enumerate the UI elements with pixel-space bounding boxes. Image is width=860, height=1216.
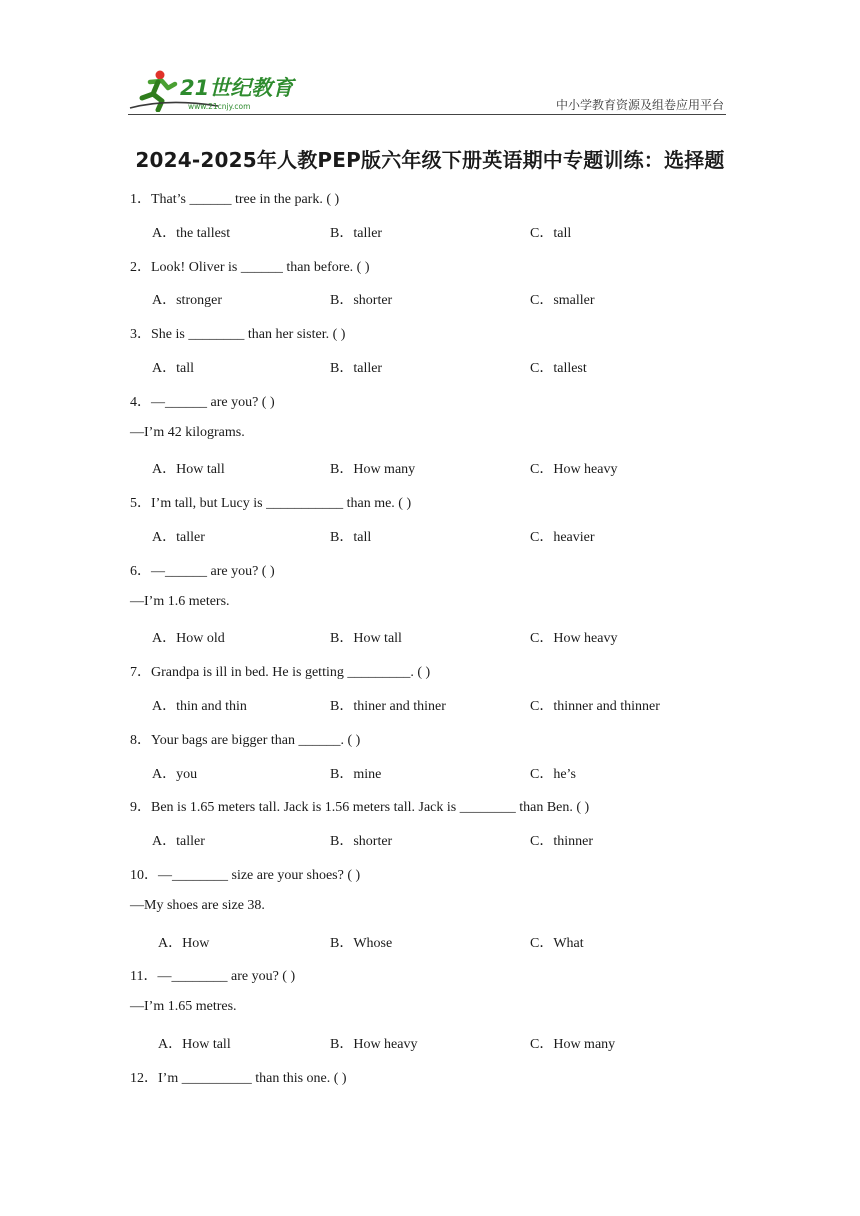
question-stem: 7．Grandpa is ill in bed. He is getting _________. ( ) [130,665,431,681]
option-b: B．How tall [330,631,402,647]
dialogue-reply: —I’m 1.6 meters. [130,593,230,609]
option-b: B．shorter [330,834,393,850]
question-stem: 2．Look! Oliver is ______ than before. ( ) [130,259,370,275]
option-c: C．thinner and thinner [530,699,660,714]
option-a: A．tall [152,361,194,376]
option-a: A．you [152,766,198,782]
option-c: C．What [530,935,584,951]
option-a: A．How tall [158,1037,231,1052]
question-stem: 12．I’m __________ than this one. ( ) [130,1070,347,1086]
dialogue-reply: —I’m 1.65 metres. [130,999,237,1015]
option-a: A．How [158,935,210,951]
option-b: B．How heavy [330,1037,418,1052]
question-stem: 6．—______ are you? ( ) [130,563,275,579]
option-a: A．taller [152,530,205,545]
dialogue-reply: —My shoes are size 38. [130,897,265,913]
option-b: B．thiner and thiner [330,699,446,714]
option-a: A．thin and thin [152,699,247,714]
question-stem: 5．I’m tall, but Lucy is ___________ than me. ( ) [130,496,412,512]
logo-url: www.21cnjy.com [188,102,251,111]
logo-text: 21世纪教育 [180,76,294,100]
header-divider [128,114,726,115]
option-b: B．tall [330,530,372,545]
option-b: B．taller [330,361,383,376]
option-b: B．How many [330,462,416,478]
option-c: C．thinner [530,834,593,850]
option-c: C．How many [530,1037,616,1052]
option-b: B．Whose [330,935,393,951]
question-stem: 9．Ben is 1.65 meters tall. Jack is 1.56 meters tall. Jack is ________ than Ben. ( ) [130,800,590,816]
option-a: A．taller [152,834,205,850]
question-stem: 3．She is ________ than her sister. ( ) [130,327,346,343]
option-b: B．taller [330,225,383,241]
option-c: C．tall [530,225,572,241]
question-stem: 4．—______ are you? ( ) [130,394,275,410]
option-b: B．shorter [330,293,393,309]
page-title: 2024-2025年人教PEP版六年级下册英语期中专题训练：选择题 [135,148,725,172]
option-c: C．How heavy [530,462,618,478]
dialogue-reply: —I’m 42 kilograms. [130,424,245,440]
page-header [128,66,726,114]
option-c: C．tallest [530,361,587,376]
option-a: A．the tallest [152,225,231,241]
logo [128,68,298,112]
question-stem: 10．—________ size are your shoes? ( ) [130,868,361,883]
option-b: B．mine [330,766,382,782]
question-stem: 1．That’s ______ tree in the park. ( ) [130,192,340,207]
option-c: C．he’s [530,766,576,782]
option-a: A．stronger [152,293,222,309]
platform-label: 中小学教育资源及组卷应用平台 [555,98,724,112]
option-a: A．How old [152,631,225,647]
question-stem: 8．Your bags are bigger than ______. ( ) [130,732,361,748]
option-c: C．heavier [530,530,595,545]
question-stem: 11．—________ are you? ( ) [130,969,296,985]
option-c: C．How heavy [530,631,618,647]
option-c: C．smaller [530,293,595,309]
option-a: A．How tall [152,462,225,478]
